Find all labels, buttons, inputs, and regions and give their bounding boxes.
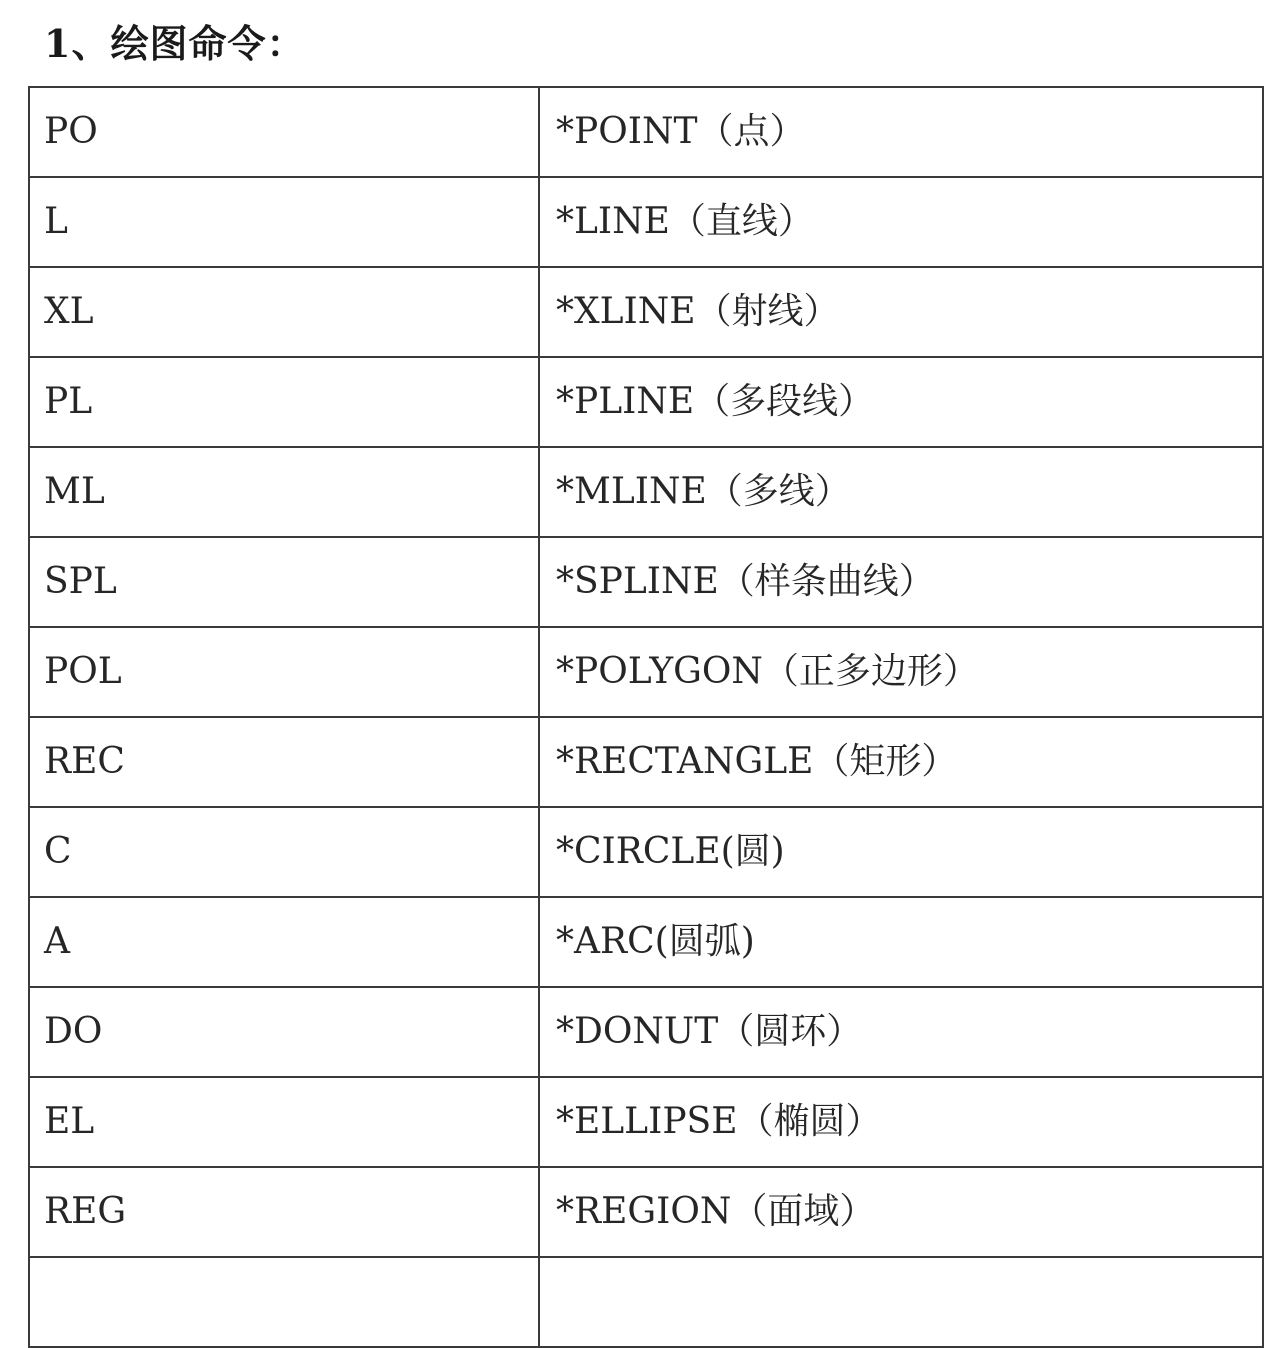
table-row xyxy=(29,987,1263,1077)
command-alias-cell: EL xyxy=(29,1077,539,1167)
table-row xyxy=(29,357,1263,447)
command-alias-cell: C xyxy=(29,807,539,897)
command-alias-cell: PO xyxy=(29,87,539,177)
section-heading: 1、绘图命令： xyxy=(44,21,306,66)
command-name-cell: *SPLINE（样条曲线） xyxy=(539,537,1263,627)
table-row xyxy=(29,537,1263,627)
table-row xyxy=(29,267,1263,357)
command-name-cell: *CIRCLE(圆) xyxy=(539,807,1263,897)
command-alias-cell: ML xyxy=(29,447,539,537)
command-alias-cell: POL xyxy=(29,627,539,717)
table-row xyxy=(29,447,1263,537)
command-name-cell: *POLYGON（正多边形） xyxy=(539,627,1263,717)
table-row xyxy=(29,807,1263,897)
table-row xyxy=(29,177,1263,267)
command-name-cell: *DONUT（圆环） xyxy=(539,987,1263,1077)
command-name-cell: *LINE（直线） xyxy=(539,177,1263,267)
command-name-cell: *POINT（点） xyxy=(539,87,1263,177)
command-name-cell: *XLINE（射线） xyxy=(539,267,1263,357)
table-row xyxy=(29,717,1263,807)
command-name-cell: *MLINE（多线） xyxy=(539,447,1263,537)
table-row xyxy=(29,1167,1263,1257)
command-alias-cell: REG xyxy=(29,1167,539,1257)
table-row xyxy=(29,87,1263,177)
command-alias-cell: DO xyxy=(29,987,539,1077)
command-alias-cell: REC xyxy=(29,717,539,807)
command-name-cell: *RECTANGLE（矩形） xyxy=(539,717,1263,807)
command-name-cell: *ELLIPSE（椭圆） xyxy=(539,1077,1263,1167)
command-alias-cell: L xyxy=(29,177,539,267)
table-row xyxy=(29,897,1263,987)
command-name-cell: *PLINE（多段线） xyxy=(539,357,1263,447)
command-name-cell-empty xyxy=(539,1257,1263,1347)
command-table xyxy=(28,86,1264,1348)
command-name-cell: *REGION（面域） xyxy=(539,1167,1263,1257)
command-name-cell: *ARC(圆弧) xyxy=(539,897,1263,987)
command-alias-cell: XL xyxy=(29,267,539,357)
command-table-body xyxy=(29,87,1263,1347)
table-row-partial xyxy=(29,1257,1263,1347)
table-row xyxy=(29,627,1263,717)
command-alias-cell-empty xyxy=(29,1257,539,1347)
command-alias-cell: A xyxy=(29,897,539,987)
table-row xyxy=(29,1077,1263,1167)
command-alias-cell: SPL xyxy=(29,537,539,627)
command-alias-cell: PL xyxy=(29,357,539,447)
